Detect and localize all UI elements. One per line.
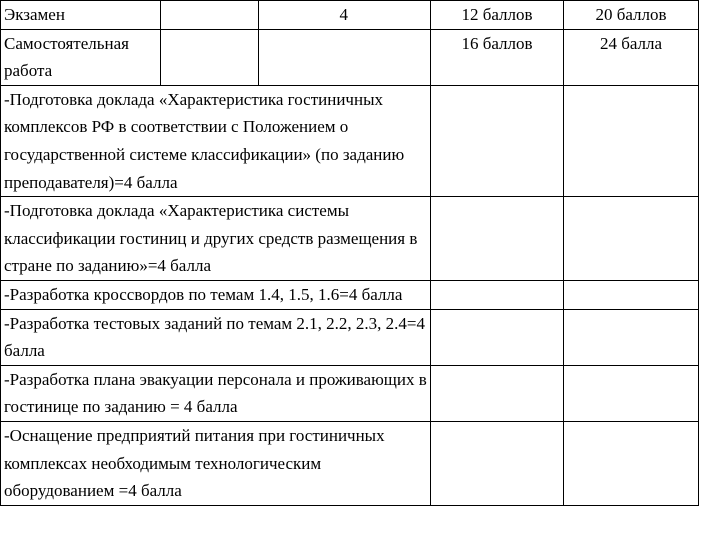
- task-cell: [1, 85, 431, 196]
- exam-label: Экзамен: [4, 5, 65, 24]
- exam-min-score: 12 баллов: [461, 5, 533, 24]
- task-text: -Оснащение предприятий питания при гостиничных комплексах необходимым технологическим оборудованием =4 балла: [4, 425, 385, 501]
- task-max-cell: [564, 197, 699, 281]
- task-max-cell: [564, 85, 699, 196]
- table-row-task: [1, 309, 699, 365]
- task-text: -Разработка тестовых заданий по темам 2.1, 2.2, 2.3, 2.4=4 балла: [4, 313, 426, 361]
- table-row-exam: [1, 1, 699, 30]
- table-row-independent-work: [1, 29, 699, 85]
- independent-work-label: Самостоятельная работа: [4, 33, 129, 81]
- table-row-task: [1, 421, 699, 505]
- exam-col3: 4: [339, 5, 348, 24]
- task-min-cell: [431, 365, 564, 421]
- task-cell: [1, 421, 431, 505]
- task-max-cell: [564, 365, 699, 421]
- table-row-task: [1, 197, 699, 281]
- exam-col2-cell: [161, 1, 259, 30]
- table-row-task: [1, 85, 699, 196]
- exam-max-score: 20 баллов: [595, 5, 667, 24]
- task-text: -Разработка кроссвордов по темам 1.4, 1.5, 1.6=4 балла: [4, 284, 403, 304]
- task-cell: [1, 365, 431, 421]
- task-text: -Подготовка доклада «Характеристика гостиничных комплексов РФ в соответствии с Положением о государственной системе классификации» (по заданию преподавателя)=4 балла: [4, 89, 405, 192]
- exam-col3-cell: [259, 1, 431, 30]
- task-cell: [1, 197, 431, 281]
- task-min-cell: [431, 197, 564, 281]
- independent-work-min-score: 16 баллов: [461, 33, 533, 53]
- task-max-cell: [564, 421, 699, 505]
- table-row-task: [1, 280, 699, 309]
- task-min-cell: [431, 280, 564, 309]
- independent-work-col3-cell: [259, 29, 431, 85]
- table-row-task: [1, 365, 699, 421]
- exam-min-cell: [431, 1, 564, 30]
- independent-work-max-score: 24 балла: [599, 33, 663, 53]
- task-min-cell: [431, 85, 564, 196]
- task-text: -Разработка плана эвакуации персонала и проживающих в гостинице по заданию = 4 балла: [4, 369, 427, 417]
- independent-work-label-cell: [1, 29, 161, 85]
- task-max-cell: [564, 280, 699, 309]
- task-cell: [1, 280, 431, 309]
- exam-max-cell: [564, 1, 699, 30]
- exam-label-cell: [1, 1, 161, 30]
- independent-work-min-cell: [431, 29, 564, 85]
- task-cell: [1, 309, 431, 365]
- task-text: -Подготовка доклада «Характеристика системы классификации гостиниц и других средств размещения в стране по заданию»=4 балла: [4, 201, 418, 276]
- task-max-cell: [564, 309, 699, 365]
- task-min-cell: [431, 421, 564, 505]
- task-min-cell: [431, 309, 564, 365]
- independent-work-max-cell: [564, 29, 699, 85]
- independent-work-col2-cell: [161, 29, 259, 85]
